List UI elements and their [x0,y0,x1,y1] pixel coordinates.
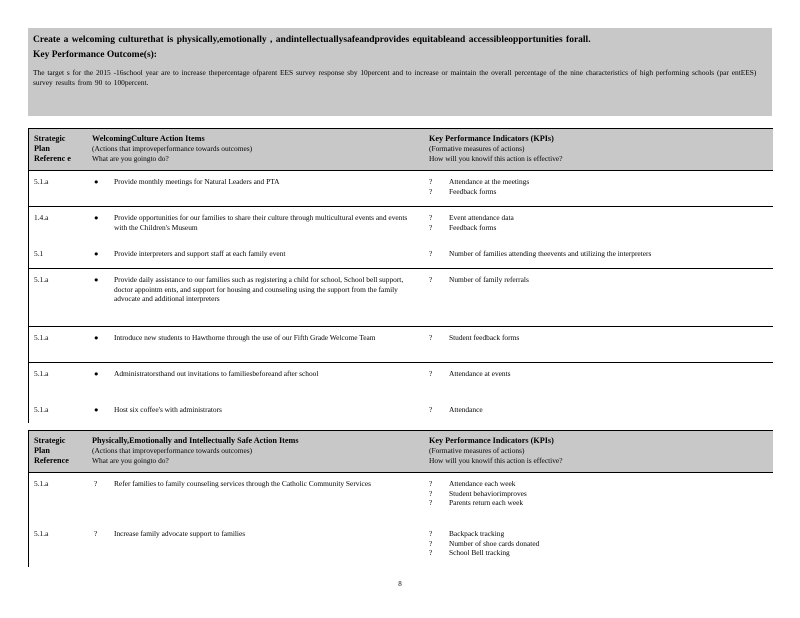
kpi-item [429,275,773,285]
row-action [92,243,429,268]
table-row [29,523,773,567]
kpi-marker-icon: ? [429,213,433,222]
table-row [29,327,773,363]
row-action [92,207,429,243]
kpi-item [429,333,773,343]
row-kpis [429,269,773,326]
row-kpis [429,207,773,243]
kpi-text: Attendance at events [449,369,511,378]
bullet-icon: ● [94,177,99,186]
bullet-icon: ● [94,249,99,258]
action-text: Provide monthly meetings for Natural Leaders and PTA [114,177,280,186]
kpi-marker-icon: ? [429,498,433,507]
table-row [29,207,773,243]
kpi-marker-icon: ? [429,529,433,538]
bullet-icon: ● [94,333,99,342]
kpi-text: Number of shoe cards donated [449,538,540,548]
row-kpis [429,523,773,567]
goal-box [28,28,772,116]
kpi-text: Number of families attending theevents and utilizing the interpreters [449,249,652,258]
action-text: Refer families to family counseling services through the Catholic Community Services [114,479,371,488]
row-kpis [429,399,773,423]
bullet-icon: ● [94,275,99,284]
table-row [29,399,773,423]
row-action [92,473,429,523]
kpi-text: Student feedback forms [449,333,520,342]
kpi-marker-icon: ? [429,369,433,378]
row-reference: 5.1.a [34,369,49,378]
kpi-text: Event attendance data [449,213,514,222]
table-row [29,363,773,399]
action-text: Increase family advocate support to families [114,529,246,538]
table-row [29,171,773,207]
kpi-marker-icon: ? [429,479,433,488]
header-kpis: Key Performance Indicators (KPIs) (Formative measures of actions) How will you knowif this action is effective? [429,134,563,163]
table-body [29,171,773,423]
kpi-item [429,187,773,197]
row-kpis [429,473,773,523]
row-reference: 5.1.a [34,405,49,414]
header-strategic-plan-reference: Strategic Plan Referenc e [34,134,71,163]
table-body [29,473,773,567]
header-strategic-plan-reference: Strategic Plan Reference [34,436,69,465]
kpi-marker-icon: ? [429,405,433,414]
row-reference: 5.1.a [34,275,49,284]
kpi-text: Backpack tracking [449,529,505,538]
row-reference: 5.1.a [34,479,49,488]
bullet-icon: ● [94,369,99,378]
kpi-item [429,498,773,508]
kpi-marker-icon: ? [429,249,433,258]
goal-statement: Create a welcoming culturethat is physically,emotionally , andintellectuallysafeandprovides equitableand accessibleopportunities forall. [33,35,591,45]
kpi-text: Attendance at the meetings [449,177,530,186]
row-action [92,327,429,362]
kpi-item [429,548,773,558]
kpi-text: Attendance [449,405,483,414]
kpi-item [429,369,773,379]
kpi-marker-icon: ? [429,177,433,186]
row-action [92,523,429,567]
row-reference: 5.1.a [34,529,49,538]
table-row [29,243,773,269]
target-statement: The target s for the 2015 -16school year are to increase thepercentage ofparent EES survey response sby 10percent and to increase or maintain the overall percentage of the nine characteristics of high performing schools (par entEES) survey results from 90 to 100percent. [33,68,757,87]
action-text: Provide daily assistance to our families such as registering a child for school, School bell support, doctor appointm ents, and support for housing and counseling using the support from the family advocate and additional interpreters [114,275,404,303]
row-reference: 1.4.a [34,213,49,222]
action-text: Administratorsthand out invitations to familiesbeforeand after school [114,369,319,378]
kpi-marker-icon: ? [429,186,433,196]
kpi-marker-icon: ? [429,488,433,498]
kpi-text: Number of family referrals [449,275,529,284]
kpi-item [429,249,773,259]
kpi-item [429,223,773,233]
kpi-marker-icon: ? [429,275,433,284]
header-action-items: Physically,Emotionally and Intellectually Safe Action Items (Actions that improveperformance towards outcomes) What are you goingto do? [92,436,299,465]
action-text: Host six coffee's with administrators [114,405,222,414]
table-header [29,430,773,473]
kpi-text: Feedback forms [449,186,497,196]
row-kpis [429,243,773,268]
action-text: Introduce new students to Hawthorne through the use of our Fifth Grade Welcome Team [114,333,376,342]
bullet-icon: ? [94,479,98,488]
kpi-item [429,213,773,223]
page-number: 8 [398,580,402,588]
table-row [29,269,773,327]
safe-action-table [28,430,773,567]
header-action-items: WelcomingCulture Action Items (Actions that improveperformance towards outcomes) What are you goingto do? [92,134,253,163]
kpi-marker-icon: ? [429,222,433,232]
row-action [92,269,429,326]
kpi-item [429,177,773,187]
kpi-item [429,529,773,539]
action-text: Provide opportunities for our families to share their culture through multicultural events and events with the Children's Museum [114,213,408,232]
row-kpis [429,327,773,362]
row-action [92,363,429,399]
kpi-item [429,539,773,549]
action-text: Provide interpreters and support staff at each family event [114,249,286,258]
bullet-icon: ● [94,405,99,414]
row-reference: 5.1.a [34,177,49,186]
kpi-item [429,489,773,499]
kpi-item [429,405,773,415]
key-performance-outcomes-title: Key Performance Outcome(s): [33,50,157,60]
row-reference: 5.1.a [34,333,49,342]
kpi-item [429,479,773,489]
row-kpis [429,171,773,206]
kpi-marker-icon: ? [429,538,433,548]
row-action [92,171,429,206]
kpi-text: Feedback forms [449,222,497,232]
header-kpis: Key Performance Indicators (KPIs) (Formative measures of actions) How will you knowif this action is effective? [429,436,563,465]
table-row [29,473,773,523]
kpi-text: Student behaviorimproves [449,488,527,498]
row-action [92,399,429,423]
kpi-text: Attendance each week [449,479,516,488]
row-reference: 5.1 [34,249,44,258]
goal-section [28,28,772,116]
kpi-marker-icon: ? [429,333,433,342]
bullet-icon: ? [94,529,98,538]
kpi-marker-icon: ? [429,548,433,557]
bullet-icon: ● [94,213,99,222]
welcoming-culture-table [28,128,773,423]
kpi-text: School Bell tracking [449,548,510,557]
kpi-text: Parents return each week [449,498,524,507]
row-kpis [429,363,773,399]
table-header [29,128,773,171]
